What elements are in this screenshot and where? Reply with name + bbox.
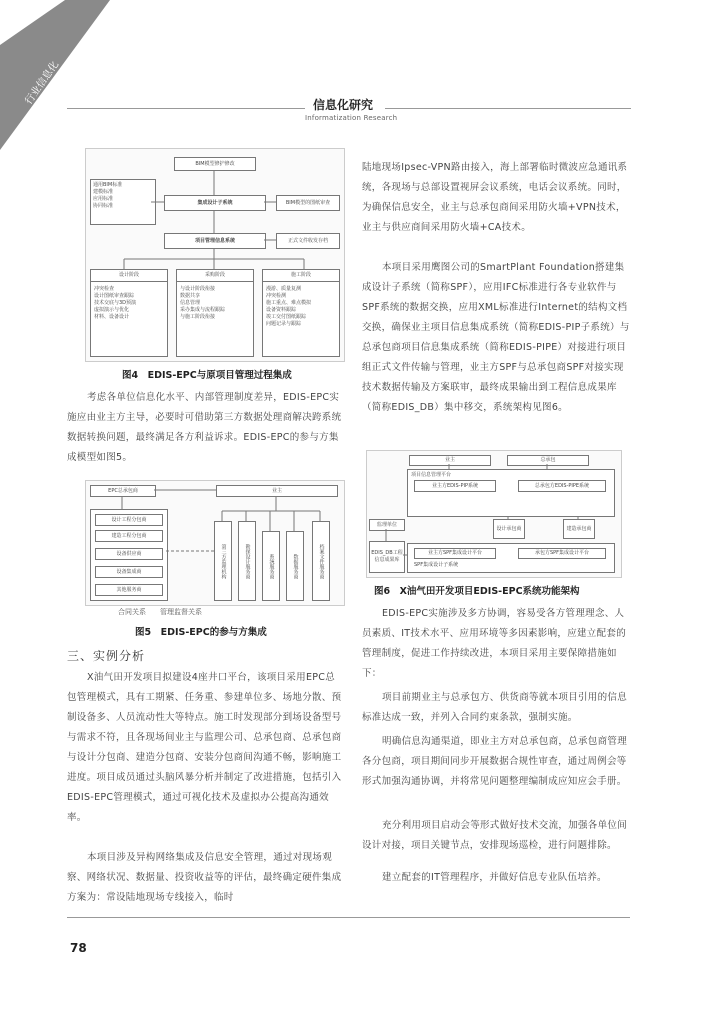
- fig6-box-c: 设计承包商: [493, 519, 525, 539]
- fig6-box-a: 业主方EDIS-PIP系统: [414, 480, 496, 492]
- fig5-right-item: 勘探设计服务商: [238, 521, 256, 601]
- fig5-left-title: EPC总承包商: [90, 485, 156, 497]
- fig4-phase-construct-title: 施工阶段: [263, 270, 339, 282]
- fig5-left-item: 设计工程分包商: [95, 514, 163, 526]
- fig4-phase-design-title: 设计阶段: [91, 270, 167, 282]
- fig5-right-title: 业主: [216, 485, 338, 497]
- header-rule-left: [67, 108, 305, 109]
- section-3-title: 三、实例分析: [67, 649, 146, 663]
- fig6-box-d: 建造承包商: [563, 519, 595, 539]
- page-number: 78: [70, 941, 87, 955]
- fig4-center-box: 集成设计子系统: [164, 195, 266, 211]
- fig5-right-item: 系统服务商: [262, 531, 280, 601]
- left-paragraph-2: X油气田开发项目拟建设4座井口平台，该项目采用EPC总包管理模式，具有工期紧、任务重、参建单位多、场地分散、预制设备多、人员流动性大等特点。施工时发现部分到场设备型号与需求不符，且各现场间业主与监理公司、总承包商、总承包商与设计分包商、建造分包商、安装分包商间沟通不畅，影响施工进度。项目成员通过头脑风暴分析并制定了改进措施，包括引入EDIS-EPC管理模式，通过可视化技术及虚拟办公提高沟通效率。: [67, 672, 342, 823]
- fig4-caption: 图4 EDIS-EPC与原项目管理过程集成: [122, 370, 292, 381]
- fig6-caption: 图6 X油气田开发项目EDIS-EPC系统功能架构: [374, 586, 580, 597]
- fig5-caption: 图5 EDIS-EPC的参与方集成: [135, 627, 267, 638]
- fig5-right-item: 档案文件服务商: [312, 521, 330, 601]
- right-paragraph-2: 本项目采用鹰图公司的SmartPlant Foundation搭建集成设计子系统（简称SPF），应用IFC标准进行各专业软件与SPF系统的数据交换，应用XML标准进行Internet的结构文档交换，确保业主项目信息集成系统（简称EDIS-PIP子系统）与总承包商项目信息集成系统（简称EDIS-PIPE）对接进行项目组正式文件传输与管理，业主方SPF与总承包商SPF对接实现技术数据传输及方案联审，最终成果输出到工程信息成果库（简称EDIS_DB）集中移交，系统架构见图6。: [362, 262, 630, 413]
- fig6-box-f: 业主方SPF集成设计平台: [414, 548, 496, 559]
- fig6-box-i: EDIS_DB工程信息成果库: [369, 541, 405, 573]
- fig6-top-left: 业主: [409, 455, 491, 466]
- fig6-connectors: [367, 451, 621, 577]
- corner-label: 行业信息化: [23, 59, 62, 107]
- fig4-phase-procure-items: 与设计阶段衔接 数据共享 信息管理 采办集成与流程跟踪 与施工阶段衔接: [180, 286, 226, 320]
- fig5-right-item: 第三方监理机构: [214, 521, 232, 601]
- fig4-phase-procure-title: 采购阶段: [177, 270, 253, 282]
- fig6-top-right: 总承包: [507, 455, 589, 466]
- fig5-left-item: 建造工程分包商: [95, 530, 163, 542]
- fig5-connectors: [86, 481, 344, 605]
- right-paragraph-1: 陆地现场Ipsec-VPN路由接入，海上部署临时微波应急通讯系统，各现场与总部设置视屏会议系统，电话会议系统。同时，为确保信息安全，业主与总承包商间采用防火墙+VPN技术，业主与供应商间采用防火墙+CA技术。: [362, 162, 628, 233]
- fig6-box-e: 监理单位: [369, 519, 405, 531]
- fig4-right-box2: 正式文件收发存档: [276, 233, 340, 249]
- fig4-phase-procure: [176, 269, 254, 357]
- fig4-left-box: 通用BIM标准 建模标准 应用标准 协同标准: [90, 179, 156, 225]
- footer-rule: [67, 917, 630, 918]
- right-paragraph-4: 项目前期业主与总承包方、供货商等就本项目引用的信息标准达成一致，并列入合同约束条款，强制实施。: [362, 692, 628, 723]
- fig4-phase-design: [90, 269, 168, 357]
- left-paragraph-1: 考虑各单位信息化水平、内部管理制度差异，EDIS-EPC实施应由业主方主导，必要时可借助第三方数据处理商解决跨系统数据转换问题，最终满足各方利益诉求。EDIS-EPC的参与方集成模型如图5。: [67, 392, 342, 463]
- figure-4: [85, 148, 345, 362]
- corner-banner: [0, 0, 110, 150]
- fig5-left-item: 设备集成商: [95, 566, 163, 578]
- section-header-title: 信息化研究: [313, 98, 374, 112]
- fig4-top-box: BIM模型修护修改: [174, 157, 256, 171]
- fig4-right-box: BIM模型的图纸审查: [276, 195, 340, 211]
- fig4-phase-construct-items: 漫游、质量复测 冲突检测 施工重点、难点模拟 设备资料跟踪 竣工交付图纸跟踪 问题记录与跟踪: [266, 286, 312, 327]
- right-paragraph-7: 建立配套的IT管理程序，并做好信息专业队伍培养。: [382, 872, 607, 883]
- fig5-right-item: 数据服务商: [286, 531, 304, 601]
- right-paragraph-6: 充分利用项目启动会等形式做好技术交流，加强各单位间设计对接，项目关键节点，安排现场巡检，进行问题排除。: [362, 820, 628, 851]
- header-rule-right: [385, 108, 631, 109]
- fig6-box-b: 总承包方EDIS-PIPE系统: [518, 480, 606, 492]
- section-header-subtitle: Informatization Research: [305, 114, 398, 122]
- fig5-left-item: 设备供应商: [95, 548, 163, 560]
- figure-5: [85, 480, 345, 606]
- fig5-legend: 合同关系 管理监督关系: [118, 608, 202, 616]
- fig4-project-box: 项目管理信息系统: [164, 233, 266, 249]
- fig6-box-g: 承包方SPF集成设计平台: [518, 548, 606, 559]
- fig4-phase-construct: [262, 269, 340, 357]
- right-paragraph-5: 明确信息沟通渠道，即业主方对总承包商，总承包商管理各分包商，项目期间同步开展数据合规性审查，通过周例会等形式加强沟通协调，并将常见问题整理编制成应知应会手册。: [362, 736, 628, 787]
- fig4-phase-design-items: 冲突检查 设计图纸审查跟踪 技术交底与3D预演 虚拟演示与优化 材料、设备设计: [94, 286, 137, 320]
- fig5-left-item: 其他服务商: [95, 584, 163, 596]
- left-paragraph-3: 本项目涉及异构网络集成及信息安全管理，通过对现场观察、网络状况、数据量、投资收益等的评估，最终确定硬件集成方案为：常设陆地现场专线接入，临时: [67, 852, 342, 903]
- figure-6: [366, 450, 622, 578]
- fig6-box-h: SPF集成设计子系统: [414, 562, 459, 568]
- fig6-platform-title: 项目信息管理平台: [411, 472, 452, 478]
- right-paragraph-3: EDIS-EPC实施涉及多方协调，容易受各方管理理念、人员素质、IT技术水平、应用环境等多因素影响，应建立配套的管理制度，促进工作持续改进，本项目采用主要保障措施如下：: [362, 608, 627, 679]
